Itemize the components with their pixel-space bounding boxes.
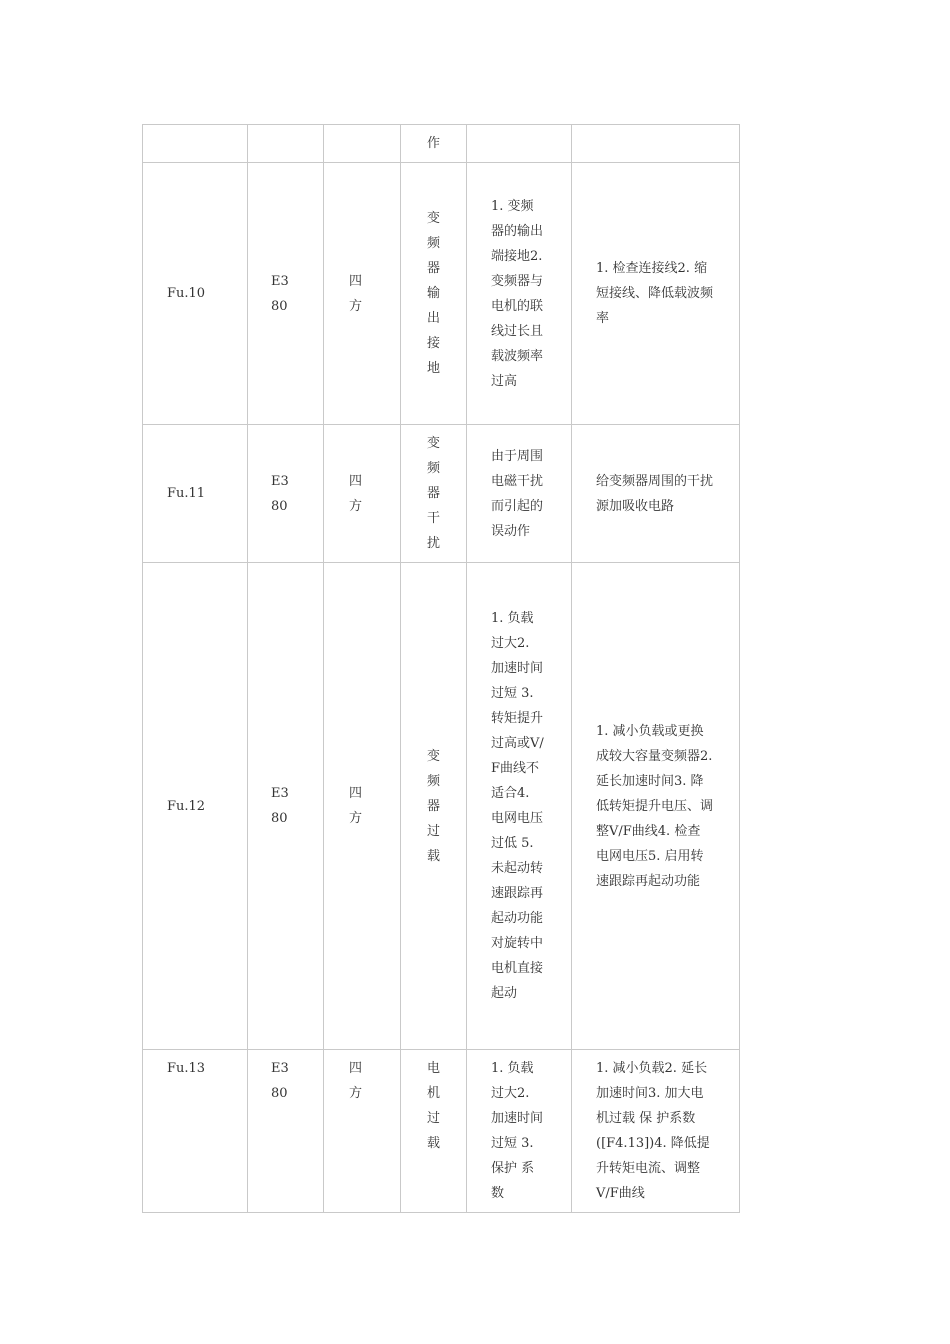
fault-fix-cell: 给变频器周围的干扰源加吸收电路 [572,425,740,563]
model-cell: E380 [248,425,324,563]
fault-cause-cell [467,125,572,163]
brand-cell [324,125,401,163]
fault-code-cell: Fu.10 [143,163,248,425]
fault-fix-cell: 1. 检查连接线2. 缩短接线、降低载波频率 [572,163,740,425]
fault-code-cell: Fu.13 [143,1050,248,1213]
model-cell: E380 [248,163,324,425]
table-row [143,125,740,163]
fault-fix-cell: 1. 减小负载或更换成较大容量变频器2. 延长加速时间3. 降低转矩提升电压、调整V/F曲线4. 检查电网电压5. 启用转速跟踪再起动功能 [572,563,740,1050]
fault-name-cell: 作 [401,125,467,163]
fault-code-cell [143,125,248,163]
fault-code-cell: Fu.12 [143,563,248,1050]
fault-code-cell: Fu.11 [143,425,248,563]
fault-name-cell: 变频器过载 [401,563,467,1050]
table-row [143,425,740,563]
fault-cause-cell: 1. 负载过大2. 加速时间过短 3. 转矩提升过高或V/F曲线不适合4. 电网电压过低 5. 未起动转速跟踪再起动功能对旋转中电机直接起动 [467,563,572,1050]
table-row [143,563,740,1050]
model-cell [248,125,324,163]
fault-name-cell: 变频器输出接地 [401,163,467,425]
brand-cell: 四方 [324,563,401,1050]
fault-cause-cell: 1. 变频器的输出端接地2. 变频器与电机的联线过长且载波频率过高 [467,163,572,425]
brand-cell: 四方 [324,163,401,425]
fault-fix-cell: 1. 减小负载2. 延长加速时间3. 加大电机过载 保 护系数([F4.13])4. 降低提升转矩电流、调整V/F曲线 [572,1050,740,1213]
fault-cause-cell: 1. 负载过大2. 加速时间过短 3. 保护 系数 [467,1050,572,1213]
fault-cause-cell: 由于周围电磁干扰而引起的误动作 [467,425,572,563]
brand-cell: 四方 [324,1050,401,1213]
fault-name-cell: 变频器干扰 [401,425,467,563]
table-row [143,1050,740,1213]
model-cell: E380 [248,1050,324,1213]
table-row [143,163,740,425]
fault-fix-cell [572,125,740,163]
model-cell: E380 [248,563,324,1050]
fault-code-table [142,124,740,1213]
fault-name-cell: 电机过载 [401,1050,467,1213]
brand-cell: 四方 [324,425,401,563]
